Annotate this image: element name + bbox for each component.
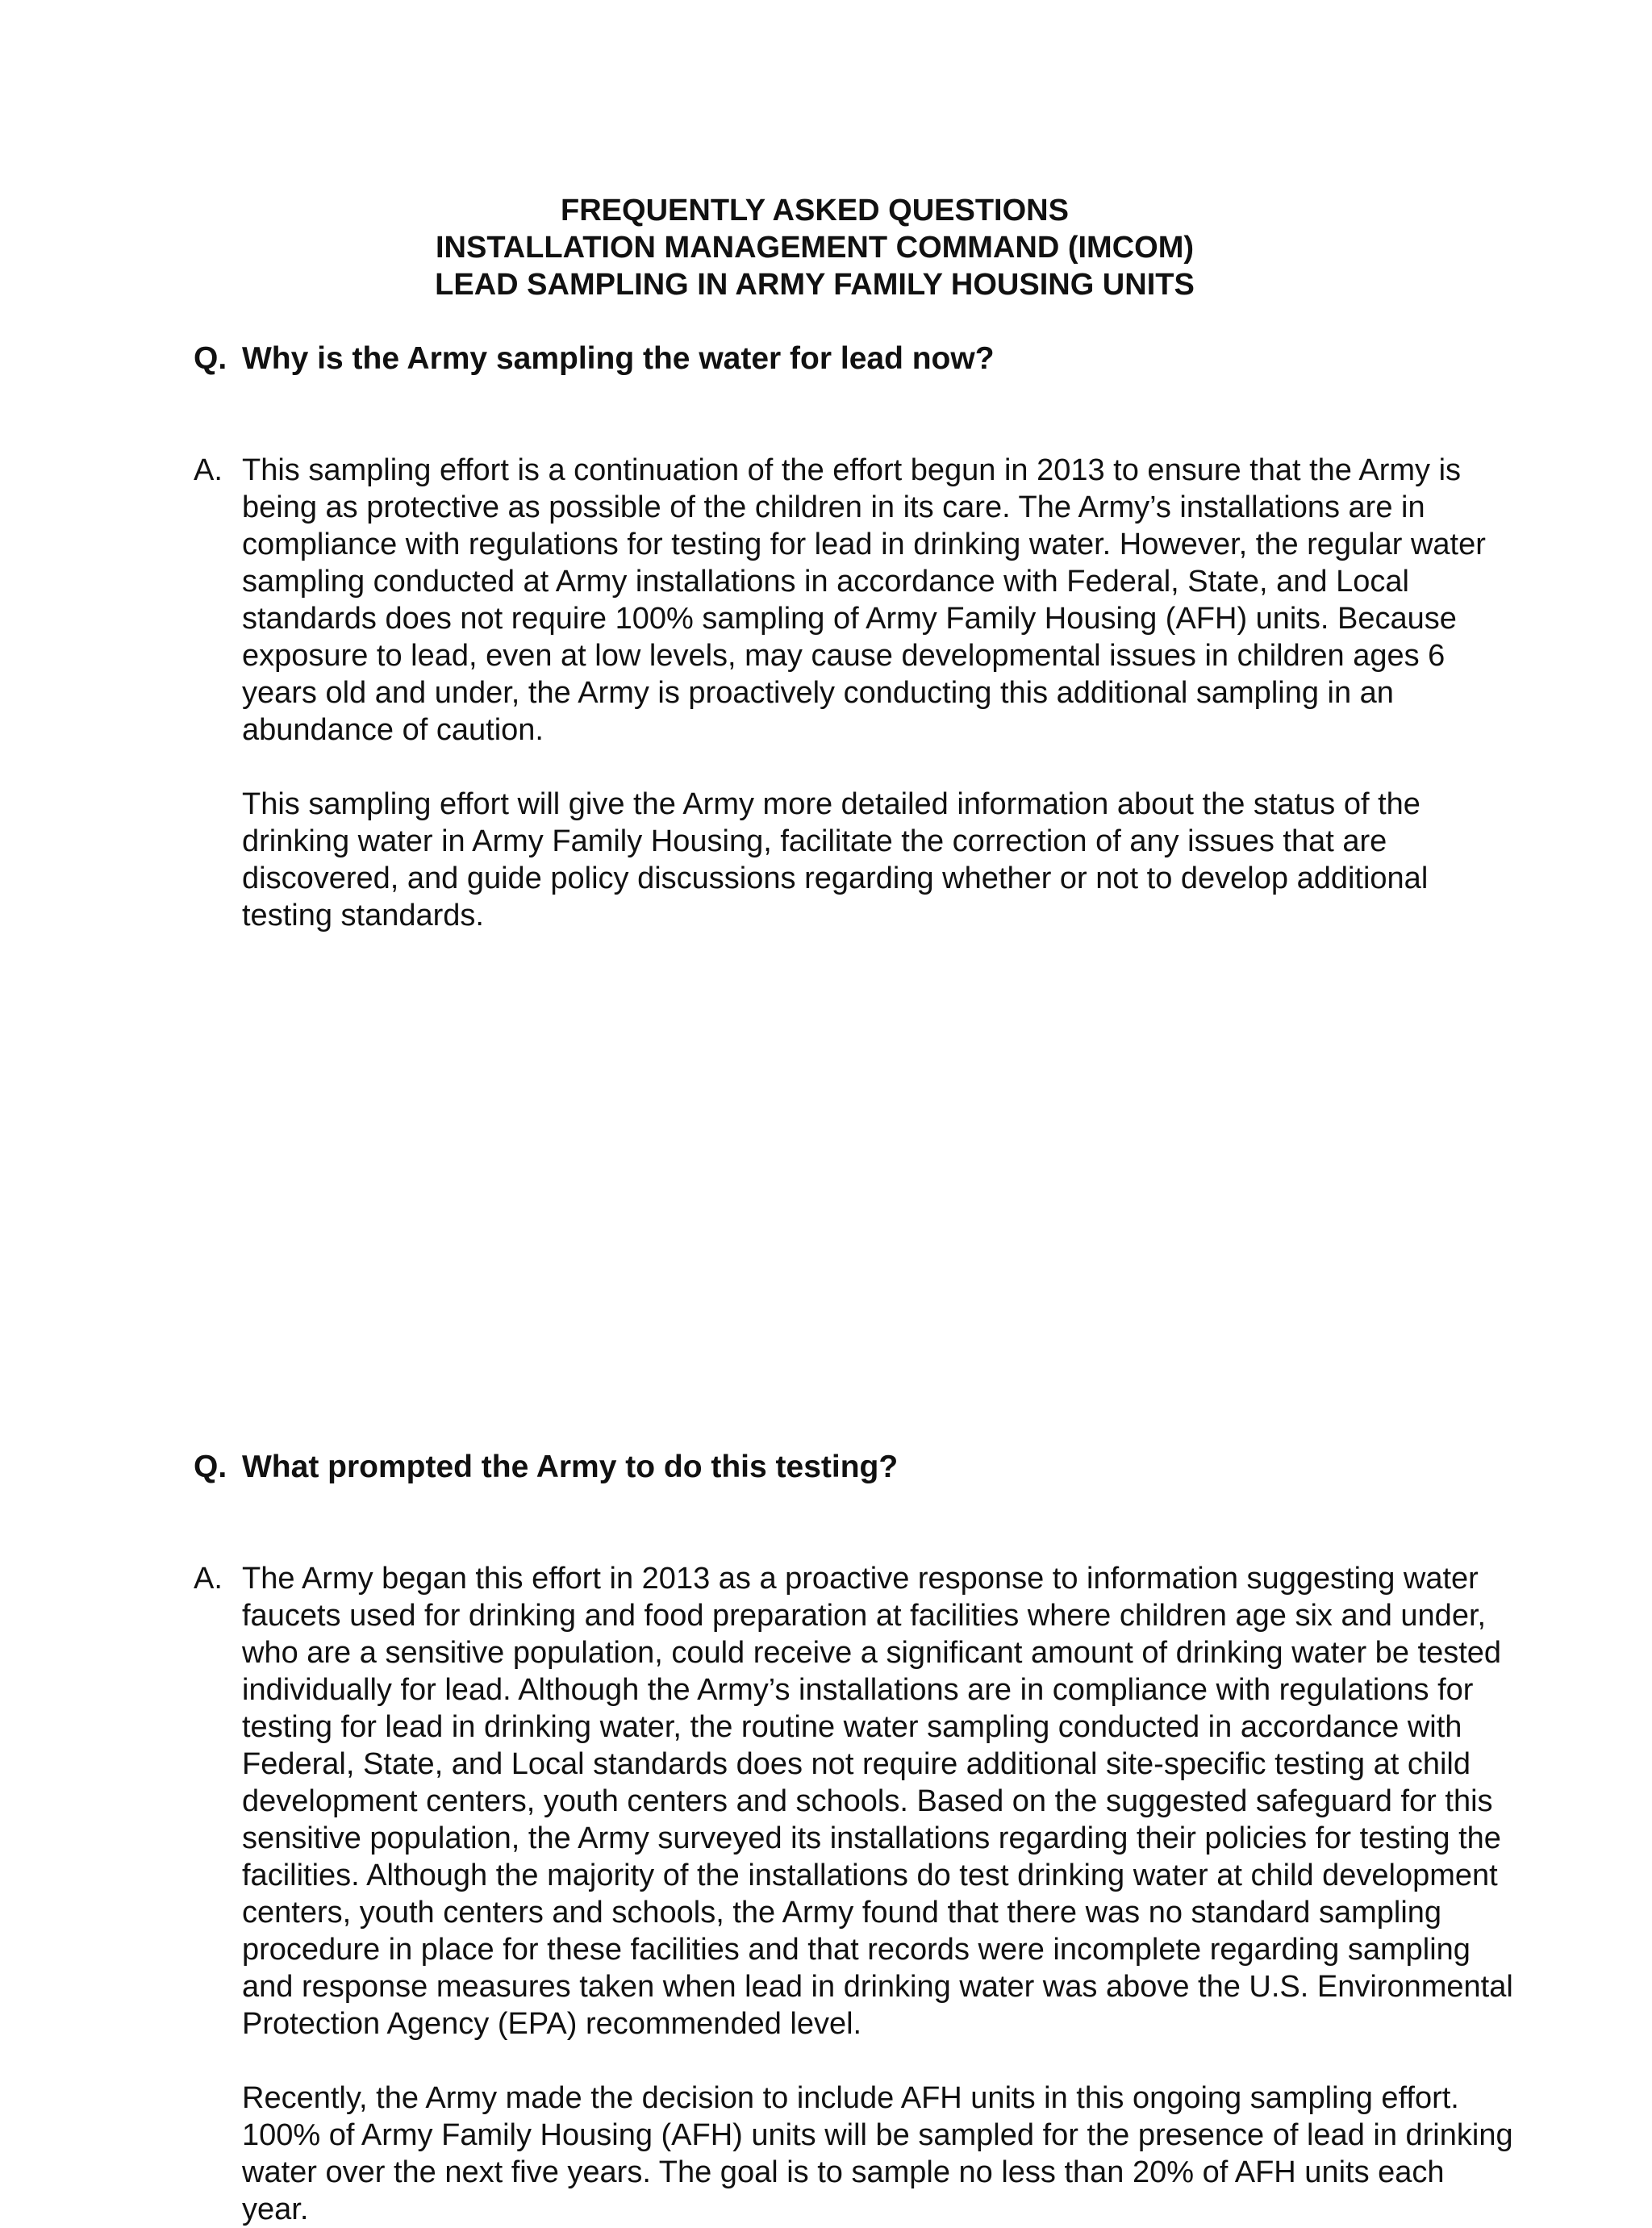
answer-paragraph: The Army began this effort in 2013 as a proactive response to information suggesting water faucets used for drinking and food preparation at facilities where children age six and under, who are a sensitive population, could receive a significant amount of drinking water be tested individually for lead. Although the Army’s installations are in compliance with regulations for testing for lead in drinking water, the routine water sampling conducted in accordance with Federal, State, and Local standards does not require additional site-specific testing at child development centers, youth centers and schools. Based on the suggested safeguard for this sensitive population, the Army surveyed its installations regarding their policies for testing the facilities. Although the majority of the installations do test drinking water at child development centers, youth centers and schools, the Army found that there was no standard sampling procedure in place for these facilities and that records were incomplete regarding sampling and response measures taken when lead in drinking water was above the U.S. Environmental Protection Agency (EPA) recommended level. xyxy=(242,1562,1513,2041)
question-2 xyxy=(194,1449,1516,1486)
title-line-1: FREQUENTLY ASKED QUESTIONS xyxy=(561,194,1069,227)
question-marker: Q. xyxy=(194,341,227,376)
answer-paragraph: Recently, the Army made the decision to include AFH units in this ongoing sampling effort. 100% of Army Family Housing (AFH) units will be sampled for the presence of lead in drinking water over the next five years. The goal is to sample no less than 20% of AFH units each year. xyxy=(242,2081,1513,2226)
answer-2 xyxy=(194,1560,1516,2228)
question-1 xyxy=(194,340,1516,378)
answer-1 xyxy=(194,452,1516,934)
answer-paragraph: This sampling effort will give the Army more detailed information about the status of the drinking water in Army Family Housing, facilitate the correction of any issues that are discovered, and guide policy discussions regarding whether or not to develop additional testing standards. xyxy=(242,787,1429,933)
answer-marker: A. xyxy=(194,1562,223,1596)
answer-paragraph: This sampling effort is a continuation of the effort begun in 2013 to ensure that the Army is being as protective as possible of the children in its care. The Army’s installations are in compliance with regulations for testing for lead in drinking water. However, the regular water sampling conducted at Army installations in accordance with Federal, State, and Local standards does not require 100% sampling of Army Family Housing (AFH) units. Because exposure to lead, even at low levels, may cause developmental issues in children ages 6 years old and under, the Army is proactively conducting this additional sampling in an abundance of caution. xyxy=(242,453,1486,747)
question-text: What prompted the Army to do this testing? xyxy=(242,1450,899,1484)
answer-marker: A. xyxy=(194,453,223,487)
question-marker: Q. xyxy=(194,1450,227,1484)
question-text: Why is the Army sampling the water for lead now? xyxy=(242,341,995,376)
document-title xyxy=(0,192,1629,303)
title-line-3: LEAD SAMPLING IN ARMY FAMILY HOUSING UNITS xyxy=(435,268,1195,302)
title-line-2: INSTALLATION MANAGEMENT COMMAND (IMCOM) xyxy=(435,231,1195,265)
